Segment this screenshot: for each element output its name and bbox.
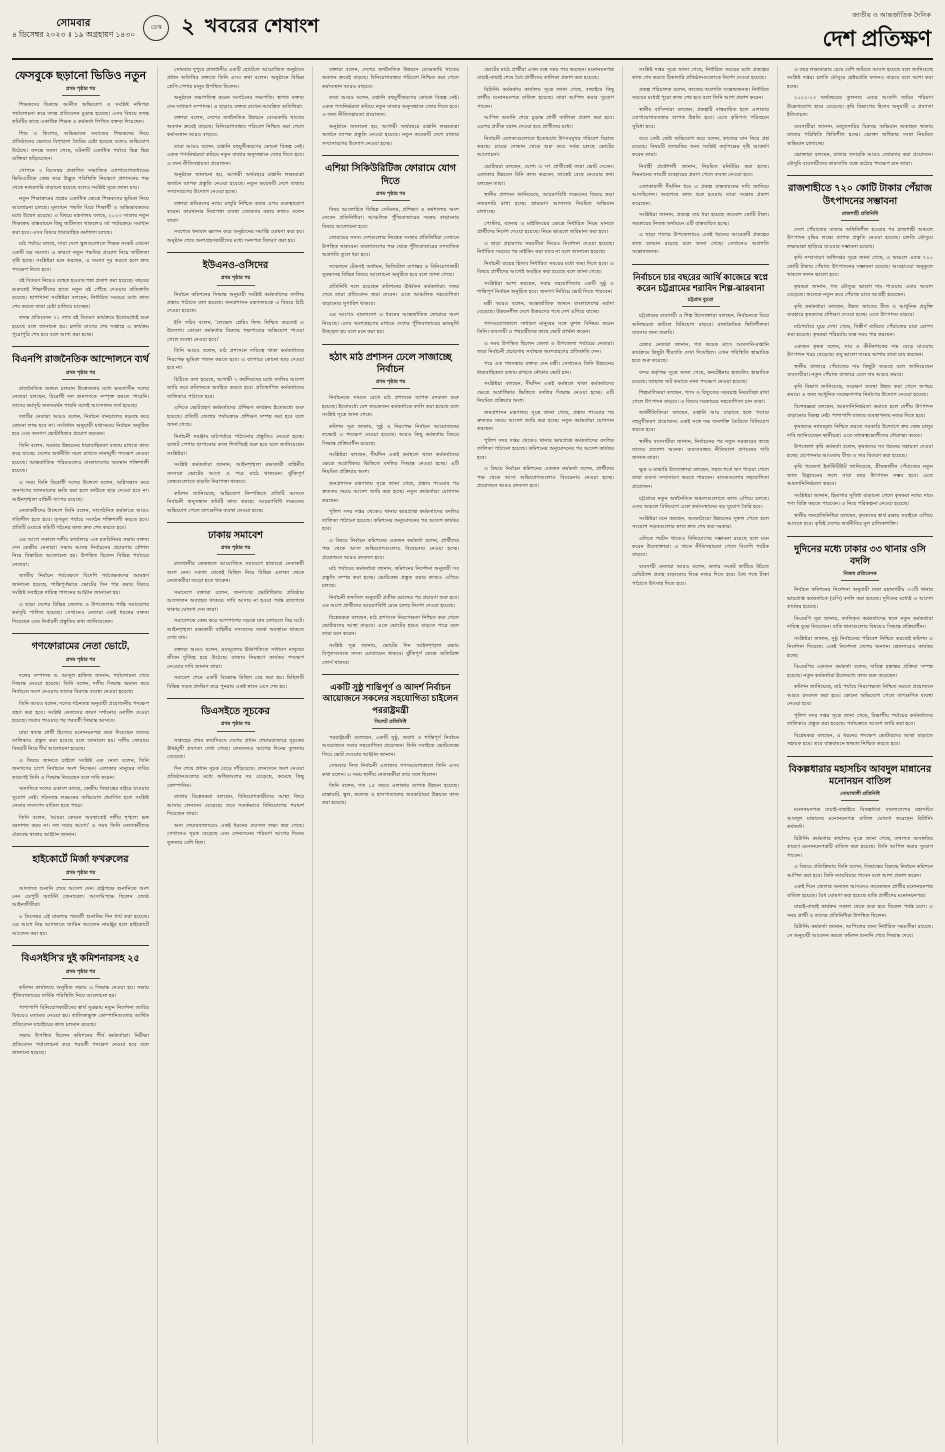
article-paragraph: কৃষি কর্মকর্তারা বলছেন, উন্নত জাতের বীজ ও আধুনিক প্রযুক্তি ব্যবহারে কৃষকদের প্রশিক্ষণ দেওয়া হচ্ছে। এতে উৎপাদন বাড়বে।	[787, 303, 933, 319]
article-paragraph: এ বিষয়ে প্রতিক্রিয়ায় তিনি বলেন, সিদ্ধান্তের বিরুদ্ধে নির্বাচন কমিশনে আপিল করা হবে। তিনি ন্যায়বিচার পাবেন বলে আশা প্রকাশ করেন।	[787, 864, 933, 879]
article-headline: বিকল্পধারার মহাসচিব আবদুল মান্নানের মনোনয়ন বাতিল	[788, 763, 932, 787]
article-paragraph: ডিএমপি সূত্র জানায়, বদলিকৃত কর্মকর্তাদের স্থলে নতুন কর্মকর্তারা দায়িত্ব বুঝে নিয়েছেন। বাকি থানাগুলোর বিষয়েও সিদ্ধান্ত প্রক্রিয়াধীন।	[787, 615, 933, 631]
article-paragraph: এর আগে সকালে দলীয় কার্যালয়ে এক মতবিনিময় সভায় বক্তব্য দেন কেন্দ্রীয় নেতারা। সভায় আসন্ন নির্বাচনের প্রচারণার কৌশল নিয়ে বিস্তারিত আলোচনা হয়। উপস্থিত ছিলেন বিভিন্ন পর্যায়ের নেতারা।	[12, 536, 149, 568]
article-paragraph: প্রতিনিধি দলে রয়েছেন কমিশনের ঊর্ধ্বতন কর্মকর্তারা। সফর শেষে তারা প্রতিবেদন জমা দেবেন। এতে আঞ্চলিক সহযোগিতা বাড়ানোর সুপারিশ থাকবে।	[322, 283, 459, 307]
article-nirbachon-char	[632, 264, 769, 589]
article-paragraph: নির্বাচনী এলাকাগুলোতে ইতোমধ্যে উৎসবমুখর পরিবেশ বিরাজ করছে। চায়ের দোকান থেকে শুরু করে সর্বত্র চলছে ভোটের আলোচনা।	[477, 135, 614, 159]
article-headline: গণফোরামের নেতা ভোটে,	[31, 641, 130, 653]
article-paragraph: অনুষ্ঠানে জানানো হয়, আগামী অর্থবছরে রপ্তানি লক্ষ্যমাত্রা অর্জনে ব্যাপক প্রস্তুতি নেওয়া হয়েছে। নতুন কয়েকটি দেশে বাজার সম্প্রসারণের উদ্যোগ নেওয়া হচ্ছে।	[322, 123, 459, 147]
article-paragraph: রিটার্নিং কর্মকর্তার কার্যালয় সূত্রে জানা গেছে, তথ্যগত অসঙ্গতির কারণে মনোনয়নপত্রটি বাতিল করা হয়েছে। তিনি আপিল করার সুযোগ পাবেন।	[787, 835, 933, 859]
brand-tagline: জাতীয় ও আন্তর্জাতিক দৈনিক	[852, 12, 931, 19]
article-paragraph: পুলিশ সদর দপ্তর সূত্রে জানা গেছে, বিভাগীয় পর্যায়ের কর্মকর্তাদের তালিকাও প্রস্তুত করা হয়েছে। পর্যায়ক্রমে আদেশ জারি করা হবে।	[787, 712, 933, 728]
masthead	[12, 10, 933, 60]
article-dui-dine-osi	[787, 536, 933, 749]
article-paragraph: এ ছাড়া পাশের উপজেলায়ও একই ধরনের আরেকটি প্রকল্পের কাজ চলমান রয়েছে বলে জানা গেছে। সেখানেও অগ্রগতি সন্তোষজনক।	[632, 232, 769, 256]
article-byline: প্রথম পৃষ্ঠার পর	[322, 378, 459, 391]
article-col6-top-continued	[787, 66, 933, 168]
article-paragraph: নির্বাচন কমিশনের সিদ্ধান্ত অনুযায়ী সংশ্লিষ্ট কর্মকর্তাদের বদলির প্রস্তাব পাঠাতে বলা হয়েছে। জনপ্রশাসন মন্ত্রণালয়কে এ বিষয়ে চিঠি দেওয়া হয়েছে।	[167, 291, 304, 315]
article-paragraph: সংশ্লিষ্টরা জানান, হিমাগার সুবিধা বাড়ানো গেলে কৃষকরা ন্যায্য দামে পণ্য বিক্রি করতে পারবেন। এ নিয়ে পরিকল্পনা নেওয়া হয়েছে।	[787, 492, 933, 508]
article-byline: রাজশাহী প্রতিনিধি	[787, 210, 933, 223]
article-headline: বিএনপি রাজনৈতিক আন্দোলনে ব্যর্থ	[12, 354, 149, 366]
article-paragraph: সোমবার দুপুরে রাজধানীর একটি হোটেলে আয়োজিত অনুষ্ঠানে প্রধান অতিথির বক্তব্যে তিনি এসব কথা বলেন। অনুষ্ঠানে বিভিন্ন শ্রেণি-পেশার মানুষ উপস্থিত ছিলেন।	[167, 67, 304, 90]
article-gono-forum	[12, 633, 149, 839]
article-paragraph: মাঠ পর্যায়ে বলছে, সারা দেশে স্কুলগুলোতে শিক্ষক সংকট এখনো একটি বড় সমস্যা। এ কারণে নতুন পদ্ধতির প্রয়োগ নিয়ে জটিলতা সৃষ্টি হচ্ছে। সংশ্লিষ্টরা মনে করছেন, এ সমস্যা দূর করতে হলে দ্রুত পদক্ষেপ নিতে হবে।	[12, 241, 149, 273]
article-paragraph: দেশে পেঁয়াজের বাজার অস্থিতিশীল হওয়ার পর রাজশাহী অঞ্চলে উৎপাদন বৃদ্ধির লক্ষ্যে ব্যাপক প্রস্তুতি নেওয়া হয়েছে। চলতি মৌসুমে লক্ষ্যমাত্রা ছাড়িয়ে যাওয়ার সম্ভাবনা রয়েছে।	[787, 226, 933, 250]
article-paragraph: ভোটের মাঠে প্রার্থীরা এখন ব্যস্ত সময় পার করছেন। মনোনয়নপত্র যাচাই-বাছাই শেষে বৈধ প্রার্থীদের তালিকা প্রকাশ করা হয়েছে।	[477, 67, 614, 82]
article-paragraph: চিঠিতে বলা হয়েছে, আগামী ৭ কর্মদিবসের মধ্যে বদলির আদেশ জারি করে কমিশনকে অবহিত করতে হবে। প্রতিস্থাপিত কর্মকর্তাদের তালিকাও পাঠাতে হবে।	[167, 376, 304, 400]
column-3	[322, 66, 468, 1444]
column-grid	[12, 66, 933, 1444]
article-dse-sucok	[167, 698, 304, 847]
article-asia-security	[322, 155, 459, 336]
article-math-proshashon	[322, 344, 459, 668]
article-paragraph: স্থানীয় জনপ্রতিনিধিরা বলছেন, কৃষকদের স্বার্থ রক্ষায় সবাইকে এগিয়ে আসতে হবে। কৃষিই দেশের অর্থনীতির মূল চালিকাশক্তি।	[787, 512, 933, 528]
article-suthu-shantipurno	[322, 674, 459, 807]
article-paragraph: রাজনৈতিক অঙ্গনে চলমান উত্তেজনার মধ্যে ক্ষমতাসীন দলের নেতারা বলছেন, বিরোধী দল জনগণকে সম্পৃক্ত করতে পারেনি। তাদের কর্মসূচি জনসমর্থন পায়নি বলেই আন্দোলন ব্যর্থ হয়েছে।	[12, 385, 149, 409]
article-headline: বিএসইসি'র দুই কমিশনারসহ ২৫	[21, 953, 140, 965]
article-paragraph: আদালত শুনানি শেষে আদেশ দেন। রাষ্ট্রপক্ষে শুনানিতে অংশ নেন ডেপুটি অ্যাটর্নি জেনারেল। আসামিপক্ষে ছিলেন জ্যেষ্ঠ আইনজীবীরা।	[12, 885, 149, 909]
article-paragraph: গোপনে ৩ ডিসেম্বর প্রকাশিত সামাজিক যোগাযোগমাধ্যমের ভিডিওটিকে কেন্দ্র করে উদ্ভূত পরিস্থিতি নিয়ন্ত্রণে প্রশাসনের পক্ষ থেকে নজরদারি বাড়ানো হয়েছে বলেও সংশ্লিষ্ট সূত্রে জানা যায়।	[12, 167, 149, 191]
article-paragraph: রিটার্নিং কর্মকর্তা জানান, আপিলের জন্য নির্ধারিত সময়সীমা রয়েছে। সে অনুযায়ী আবেদন করলে কমিশন শুনানি শেষে সিদ্ধান্ত দেবে।	[787, 924, 933, 939]
article-paragraph: এ বিষয়ে জানতে চাইলে সংশ্লিষ্ট এক নেতা বলেন, তিনি জনগণের চাপে নির্বাচনে অংশ নিচ্ছেন। এলাকার মানুষের দাবির কারণেই তিনি এ সিদ্ধান্ত নিয়েছেন বলে দাবি করেন।	[12, 758, 149, 781]
article-byline: প্রথম পৃষ্ঠার পর	[167, 720, 304, 733]
article-paragraph: সংশ্লিষ্ট সূত্র জানায়, ভোটের দিন আইনশৃঙ্খলা রক্ষায় বিপুলসংখ্যক সদস্য মোতায়েন থাকবে। ঝুঁকিপূর্ণ কেন্দ্রে অতিরিক্ত ফোর্স থাকবে।	[322, 643, 459, 666]
article-paragraph: অর্থনীতিবিদরা বলছেন, রপ্তানি আয় বাড়াতে হলে পণ্যের বহুমুখীকরণ প্রয়োজন। একই সঙ্গে দক্ষ জনশক্তি তৈরিতে বিনিয়োগ করতে হবে।	[632, 410, 769, 433]
article-paragraph: কৃষকরা জানান, গত মৌসুমে ভালো দাম পাওয়ায় এবার আবাদ বেড়েছে। অনেকে নতুন করে পেঁয়াজ চাষে আগ্রহী হয়েছেন।	[787, 283, 933, 299]
article-headline: হঠাৎ মাঠ প্রশাসন ঢেলে সাজাচ্ছে নির্বাচন	[329, 351, 452, 375]
article-paragraph: ২০২২-২৩ অর্থবছরের তুলনায় এবার আবাদি জমির পরিমাণ উল্লেখযোগ্য হারে বেড়েছে। কৃষি বিভাগের হিসাব অনুযায়ী এ প্রবণতা ইতিবাচক।	[787, 95, 933, 119]
article-paragraph: বই বিতরণ নিয়েও ব্যাহত হওয়ার শঙ্কা প্রকাশ করা হয়েছে। বছরের শুরুতেই শিক্ষার্থীদের হাতে নতুন বই পৌঁছে দেওয়ার প্রতিশ্রুতি রয়েছে। ছাপাখানা সংশ্লিষ্টরা বলছেন, নির্ধারিত সময়ের মধ্যে কাজ শেষ করতে তারা চেষ্টা চালিয়ে যাচ্ছেন।	[12, 278, 149, 310]
article-paragraph: সংশ্লিষ্টরা বলছেন, দীর্ঘদিন একই কর্মস্থলে থাকা কর্মকর্তাদের ক্ষেত্রে অগ্রাধিকার ভিত্তিতে বদলির সিদ্ধান্ত নেওয়া হচ্ছে। এটি নিয়মিত প্রক্রিয়ার অংশ।	[477, 381, 614, 404]
article-paragraph: ৪ ডিসেম্বর এই মামলার পরবর্তী শুনানির দিন ধার্য করা হয়েছে। এর আগে নিম্ন আদালতে জামিন আবেদন নামঞ্জুর হলে হাইকোর্টে আবেদন করা হয়।	[12, 914, 149, 937]
article-facebook-video	[12, 69, 149, 339]
article-paragraph: বক্তারা শ্রমিকদের ন্যায্য মজুরি নিশ্চিত করার ওপর গুরুত্বারোপ করেন। কারখানার নিরাপত্তা ব্যবস্থা জোরদার করার কথাও বলেন তারা।	[167, 200, 304, 224]
article-paragraph: পরে এক পথসভায় বক্তব্য দেন মন্ত্রী। সেখানেও তিনি উন্নয়নের ধারাবাহিকতা বজায় রাখতে নৌকায় ভোট চান।	[477, 361, 614, 376]
article-byline: প্রথম পৃষ্ঠার পর	[167, 544, 304, 557]
article-paragraph: উপজেলা কৃষি কর্মকর্তা বলেন, কৃষকদের সব ধরনের সহায়তা দেওয়া হচ্ছে। প্রণোদনার আওতায় বীজ ও সার বিতরণ করা হয়েছে।	[787, 444, 933, 459]
article-paragraph: এর আগেও বাংলাদেশ এ ধরনের আন্তর্জাতিক ফোরামে অংশ নিয়েছে। এসব অংশগ্রহণের মাধ্যমে দেশের পুঁজিবাজারের ভাবমূর্তি উজ্জ্বল হয় বলে মনে করা হয়।	[322, 312, 459, 336]
article-paragraph: ক্ষুদ্র ও মাঝারি উদ্যোক্তারা বলছেন, সহজ শর্তে ঋণ পাওয়া গেলে তারা ব্যবসা সম্প্রসারণ করতে পারবেন। ব্যাংকগুলোর সহযোগিতা প্রয়োজন।	[632, 467, 769, 490]
article-paragraph: সবশেষে ধন্যবাদ জ্ঞাপন করে অনুষ্ঠানের সমাপ্তি ঘোষণা করা হয়। অনুষ্ঠান শেষে অংশগ্রহণকারীদের মধ্যে সনদপত্র বিতরণ করা হয়।	[167, 229, 304, 244]
seal-icon: ডেস্ক	[143, 15, 169, 41]
article-headline: দুদিনের মধ্যে ঢাকার ৩৩ থানার ওসি বদলি	[794, 543, 926, 567]
article-headline: ডিএসইতে সূচকের	[201, 706, 270, 718]
article-paragraph: পুলিশ সদর দপ্তর থেকেও থানার ভারপ্রাপ্ত কর্মকর্তাদের বদলির তালিকা পাঠানো হয়েছে। কমিশনের অনুমোদনের পর আদেশ কার্যকর হবে।	[322, 509, 459, 533]
article-bikolpo-dhara	[787, 756, 933, 941]
article-paragraph: একই দিনে জেলার অন্যান্য আসনেও কয়েকজন প্রার্থীর মনোনয়নপত্র বাতিল হয়েছে। বৈধ ঘোষণা করা হয়েছে বাকি প্রার্থীদের মনোনয়নপত্র।	[787, 884, 933, 899]
article-paragraph: সংশ্লিষ্টরা জানান, প্রকল্পে ব্যয় ধরা হয়েছে কয়েকশ কোটি টাকা। সরকারের নিজস্ব অর্থায়নে এটি বাস্তবায়িত হচ্ছে।	[632, 212, 769, 227]
article-paragraph: অন্য শেয়ারবাজারেও একই ধরনের প্রবণতা লক্ষ্য করা গেছে। সেখানেও সূচক বেড়েছে এবং লেনদেনের পরিমাণ আগের দিনের তুলনায় বেশি ছিল।	[167, 822, 304, 846]
article-paragraph: অনুষ্ঠানে জানানো হয়, আগামী অর্থবছরে রপ্তানি লক্ষ্যমাত্রা অর্জনে ব্যাপক প্রস্তুতি নেওয়া হয়েছে। নতুন কয়েকটি দেশে বাজার সম্প্রসারণের উদ্যোগ নেওয়া হচ্ছে।	[167, 172, 304, 196]
article-paragraph: বক্তারা বলেন, দেশের অর্থনৈতিক উন্নয়নে বেসরকারি খাতের অবদান ক্রমেই বাড়ছে। বিনিয়োগবান্ধব পরিবেশ নিশ্চিত করা গেলে কর্মসংস্থান আরও বাড়বে।	[322, 67, 459, 90]
masthead-right	[822, 10, 933, 59]
article-paragraph: তিনি বলেন, 'আমরা কোনো অবস্থাতেই দলীয় শৃঙ্খলা ভঙ্গ বরদাশত করব না। দল সবার আগে।' এ সময় তিনি নেতাকর্মীদের ঐক্যবদ্ধ থাকার আহ্বান জানান।	[12, 814, 149, 838]
article-paragraph: বিশ্লেষকরা বলছেন, মাঠ প্রশাসনে নিরপেক্ষতা নিশ্চিত করা গেলে ভোটারদের আস্থা বাড়বে। এতে ভোটের হারও বাড়তে পারে বলে তারা মনে করেন।	[322, 614, 459, 638]
article-paragraph: কৃষকদের ন্যায্যমূল্য নিশ্চিত করতে সরকারি উদ্যোগে ক্রয় কেন্দ্র চালুর দাবি জানিয়েছেন স্থানীয়রা। এতে মধ্যস্বত্বভোগীদের দৌরাত্ম্য কমবে।	[787, 424, 933, 439]
article-paragraph: ভোক্তারা বলছেন, বাজার তদারকি আরও জোরদার করা প্রয়োজন। মৌসুমি ব্যবসায়ীদের কারসাজি বন্ধে কঠোর পদক্ষেপ চান তারা।	[787, 152, 933, 167]
article-paragraph: শিশু ও কিশোর, অভিভাবক সমাজের শিক্ষকদের নিয়ে প্রতিষ্ঠানের ভেতরে বিশৃঙ্খলা তৈরির চেষ্টা হয়েছে বলেও অভিযোগ উঠেছে। তদন্তে জানা গেছে, ঘটনাটি একাধিক পর্যায়ে ভিন্ন ভিন্ন ব্যক্তিরা ছড়িয়েছেন।	[12, 130, 149, 163]
article-paragraph: মাঠপর্যায়ে ঘুরে দেখা গেছে, বিস্তীর্ণ জমিতে পেঁয়াজের চারা রোপণ করা হয়েছে। কৃষকরা পরিচর্যায় ব্যস্ত সময় পার করছেন।	[787, 323, 933, 339]
article-headline: ঢাকায় সমাবেশ	[208, 530, 263, 542]
article-paragraph: সমাবেশকে কেন্দ্র করে আশপাশের সড়কে যান চলাচলে বিঘ্ন ঘটে। আইনশৃঙ্খলা রক্ষাকারী বাহিনীর সদস্যদের সতর্ক অবস্থানে থাকতে দেখা যায়।	[167, 618, 304, 642]
article-byline: প্রথম পৃষ্ঠার পর	[12, 85, 149, 98]
article-paragraph: এদিকে পর্যটন খাতেও বিনিয়োগের সম্ভাবনা রয়েছে বলে মনে করেন উদ্যোক্তারা। এ খাতে নীতিসহায়তা পেলে বিদেশি পর্যটক বাড়বে।	[632, 535, 769, 559]
article-paragraph: কৃষি বিভাগ জানিয়েছে, সংরক্ষণ ব্যবস্থা উন্নত করা গেলে অপচয় কমবে। এ জন্য আধুনিক সংরক্ষণাগার নির্মাণের উদ্যোগ নেওয়া হয়েছে।	[787, 384, 933, 399]
article-col3-top-continued	[322, 66, 459, 148]
article-paragraph: নেতাকর্মীদের উদ্দেশে তিনি বলেন, সাংগঠনিক কর্মকাণ্ডে আরও গতিশীল হতে হবে। তৃণমূল পর্যায়ে সংগঠন শক্তিশালী করতে হবে। প্রতিটি ওয়ার্ডে কমিটি গঠনের কাজ দ্রুত শেষ করতে হবে।	[12, 508, 149, 531]
article-paragraph: শিক্ষকদের বিরুদ্ধে আনীত অভিযোগ ও সংশ্লিষ্ট নথিপত্র পর্যালোচনা করে তদন্ত প্রতিবেদন চূড়ান্ত হয়েছে। এসব বিষয়ে তদন্ত কমিটির কাছে একাধিক শিক্ষক ও কর্মকর্তা লিখিত বক্তব্য দিয়েছেন।	[12, 102, 149, 126]
column-6	[787, 66, 933, 1444]
article-rajshahi-peyaj	[787, 175, 933, 528]
article-paragraph: তারা আরও বলেন, রপ্তানি বহুমুখীকরণের কোনো বিকল্প নেই। একক পণ্যনির্ভরতা কমিয়ে নতুন বাজার অনুসন্ধানে জোর দিতে হবে। এ জন্য নীতিসহায়তা প্রয়োজন।	[167, 143, 304, 167]
article-paragraph: দলের সম্পাদক ড. আব্দুল হাফিজ জানান, পর্যালোচনা শেষে সিদ্ধান্ত নেওয়া হয়েছে। তিনি বলেন, দলীয় সিদ্ধান্ত অমান্য করে নির্বাচনে অংশ নেওয়ায় তাদের বিরুদ্ধে ব্যবস্থা নেওয়া হয়েছে।	[12, 672, 149, 696]
article-byline: নিজস্ব প্রতিবেদক	[787, 570, 933, 583]
article-paragraph: নির্বাচনকে সামনে রেখে মাঠ প্রশাসনে ব্যাপক রদবদল শুরু হয়েছে। ইতোমধ্যে বেশ কয়েকজন কর্মকর্তাকে বদলি করা হয়েছে বলে সংশ্লিষ্ট সূত্রে জানা গেছে।	[322, 395, 459, 419]
article-paragraph: তিনি বলেন, সরকার উন্নয়নের ধারাবাহিকতা বজায় রাখতে কাজ করে যাচ্ছে। দেশের অর্থনীতি সচল রাখতে নানামুখী পদক্ষেপ নেওয়া হয়েছে। আন্তর্জাতিক পরিমণ্ডলেও বাংলাদেশের অবস্থান শক্তিশালী হয়েছে।	[12, 442, 149, 475]
article-paragraph: তিনি আরও বলেন, দলের গঠনতন্ত্র অনুযায়ী প্রয়োজনীয় পদক্ষেপ গ্রহণ করা হবে। সংশ্লিষ্ট নেতাদের কারণ দর্শানোর নোটিশ দেওয়া হয়েছে। জবাব পাওয়ার পর পরবর্তী সিদ্ধান্ত আসবে।	[12, 701, 149, 724]
article-paragraph: তদন্ত প্রতিবেদন ৭১ লাখ বই বিতরণ কার্যক্রমে ইতোমধ্যেই শুরু হয়েছে বলে জানানো হয়। চলতি মাসের শেষ সপ্তাহে এ কার্যক্রম পুরোপুরি শেষ হবে বলে আশা করা হচ্ছে।	[12, 315, 149, 339]
article-headline: ফেসবুকে ছড়ানো ভিডিও নতুন	[14, 70, 147, 82]
article-paragraph: সংশ্লিষ্টরা মনে করছেন, অবকাঠামো উন্নয়নের সুফল পেতে হলে সংযোগ সড়কগুলোর কাজ দ্রুত শেষ করা দরকার।	[632, 515, 769, 530]
article-paragraph: এ বিষয়ে নির্বাচন কমিশনের একজন কর্মকর্তা বলেন, প্রার্থীদের পক্ষ থেকে আসা অভিযোগগুলোও বিবেচনায় নেওয়া হচ্ছে। প্রয়োজনে আরও রদবদল হবে।	[477, 466, 614, 490]
brand-logo: দেশ প্রতিক্ষণ	[822, 26, 931, 51]
article-paragraph: মন্ত্রী আরও বলেন, আন্তর্জাতিক অঙ্গনে বাংলাদেশের মর্যাদা বেড়েছে। উন্নয়নশীল দেশে উত্তরণের পথে দেশ এগিয়ে যাচ্ছে।	[477, 301, 614, 316]
page-number: ২	[181, 15, 195, 38]
article-byline: প্রথম পৃষ্ঠার পর	[167, 274, 304, 287]
article-paragraph: স্থানীয় প্রশাসন জানিয়েছে, আচরণবিধি লঙ্ঘনের বিষয়ে কড়া নজরদারি রাখা হচ্ছে। ভ্রাম্যমাণ আদালত নিয়মিত অভিযান চালাচ্ছে।	[477, 192, 614, 216]
article-bsi-commissioner	[12, 945, 149, 1057]
article-paragraph: তিনি আরও বলেন, মাঠ প্রশাসনে দায়িত্বে থাকা কর্মকর্তাদের নিরপেক্ষ ভূমিকা পালন করতে হবে। এ ব্যাপারে কোনো ছাড় দেওয়া হবে না।	[167, 348, 304, 372]
article-paragraph: অনুষ্ঠানে সভাপতিত্ব করেন সংগঠনের সভাপতি। স্বাগত বক্তব্য দেন সাধারণ সম্পাদক। এ ছাড়াও বক্তব্য রাখেন আমন্ত্রিত অতিথিরা।	[167, 95, 304, 110]
article-paragraph: ফোরামের সদস্য দেশগুলোর নিয়ন্ত্রক সংস্থার প্রতিনিধিরা সেখানে উপস্থিত থাকবেন। বাংলাদেশের পক্ষ থেকে পুঁজিবাজারের সাম্প্রতিক অগ্রগতি তুলে ধরা হবে।	[322, 235, 459, 259]
article-paragraph: চট্টগ্রামে নতুন অর্থনৈতিক অঞ্চলগুলোতে কাজ এগিয়ে চলছে। এসব অঞ্চলে বিনিয়োগ এলে কর্মসংস্থানের বড় সুযোগ তৈরি হবে।	[632, 495, 769, 510]
article-paragraph: সোমবার নিজ নির্বাচনী এলাকায় গণসংযোগকালে তিনি এসব কথা বলেন। এ সময় স্থানীয় নেতাকর্মীরা তার সঙ্গে ছিলেন।	[322, 763, 459, 778]
article-paragraph: মনোনয়নপত্র যাচাই-বাছাইয়ে বিকল্পধারা বাংলাদেশের মহাসচিব আবদুল মান্নানের মনোনয়নপত্র বাতিল ঘোষণা করেছেন রিটার্নিং কর্মকর্তা।	[787, 807, 933, 831]
article-paragraph: একজন কৃষক বলেন, সার ও কীটনাশকের দাম বেড়ে যাওয়ায় উৎপাদন খরচ বেড়েছে। তবু ভালো দামের আশায় তারা চাষ করছেন।	[787, 343, 933, 359]
article-dhaka-somabesh	[167, 522, 304, 691]
article-paragraph: তবে কেউ কেউ অভিযোগ করে বলেন, কাজের মান নিয়ে প্রশ্ন রয়েছে। বিষয়টি তদারকির জন্য সংশ্লিষ্ট কর্তৃপক্ষের দৃষ্টি আকর্ষণ করেন তারা।	[632, 135, 769, 159]
article-byline: সিলেট প্রতিনিধি	[322, 718, 459, 731]
article-paragraph: ব্যবসায়ী নেতারা আরও বলেন, ডলার সংকট কাটিয়ে উঠতে রেমিট্যান্স প্রবাহ বাড়ানোর দিকে নজর দিতে হবে। বৈধ পথে টাকা পাঠাতে উৎসাহ দিতে হবে।	[632, 564, 769, 587]
article-paragraph: চেম্বার নেতারা জানান, গত কয়েক মাসে আমদানি-রপ্তানি কার্যক্রমে কিছুটা ধীরগতি দেখা দিয়েছিল। এখন পরিস্থিতি স্বাভাবিক হতে শুরু করেছে।	[632, 341, 769, 365]
article-paragraph: দলটির নেতারা আরও বলেন, নির্বাচন বানচালের ষড়যন্ত্র করে কোনো লাভ হবে না। সংবিধান অনুযায়ী যথাসময়ে নির্বাচন অনুষ্ঠিত হবে এবং জনগণ ভোটাধিকার প্রয়োগ করবেন।	[12, 414, 149, 438]
article-paragraph: এ ছাড়া দেশের বিভিন্ন জেলায় ও উপজেলায় শান্তি সমাবেশের কর্মসূচি পালিত হয়েছে। সেখানেও নেতারা একই ধরনের বক্তব্য দিয়েছেন এবং নির্বাচনী প্রস্তুতির কথা জানিয়েছেন।	[12, 601, 149, 625]
article-paragraph: এ সময় উপস্থিত ছিলেন জেলা ও উপজেলা পর্যায়ের নেতারা। তারা নির্বাচনী প্রচারণায় সর্বাত্মক অংশগ্রহণের প্রতিশ্রুতি দেন।	[477, 341, 614, 356]
article-byline: প্রথম পৃষ্ঠার পর	[12, 656, 149, 669]
article-byline: প্রথম পৃষ্ঠার পর	[322, 190, 459, 203]
article-paragraph: সংশ্লিষ্টরা আশা করছেন, সবার সহযোগিতায় একটি সুষ্ঠু ও শান্তিপূর্ণ নির্বাচন অনুষ্ঠিত হবে। জনগণ নির্বিঘ্নে ভোট দিতে পারবেন।	[477, 280, 614, 296]
article-paragraph: সংশ্লিষ্টরা বলছেন, দীর্ঘদিন একই কর্মস্থলে থাকা কর্মকর্তাদের ক্ষেত্রে অগ্রাধিকার ভিত্তিতে বদলির সিদ্ধান্ত নেওয়া হচ্ছে। এটি নিয়মিত প্রক্রিয়ার অংশ।	[322, 452, 459, 476]
article-byline: চট্টগ্রাম ব্যুরো	[632, 296, 769, 309]
article-paragraph: এ বছর লক্ষ্যমাত্রার চেয়ে বেশি জমিতে আবাদ হয়েছে বলে জানিয়েছে সংশ্লিষ্ট দপ্তর। চলতি মৌসুমে হেক্টরপ্রতি ফলনও বাড়বে বলে আশা করা হচ্ছে।	[787, 67, 933, 90]
article-headline: নির্বাচনে চার বছরের আর্থি কাজেরে স্বপ্নে করেন চট্টগ্রামের শরাবিদ শিল্প-ঝারবানা	[633, 271, 768, 293]
article-paragraph: চট্টগ্রামের ব্যবসায়ী ও শিল্প উদ্যোক্তারা বলছেন, নির্বাচনকে ঘিরে অনিশ্চয়তা কাটলে বিনিয়োগ বাড়বে। রাজনৈতিক স্থিতিশীলতা ব্যবসার জন্য জরুরি।	[632, 313, 769, 337]
article-paragraph: সংশ্লিষ্ট দপ্তর সূত্রে জানা গেছে, নির্ধারিত সময়ের মধ্যে প্রকল্পের কাজ শেষ করতে ঠিকাদারি প্রতিষ্ঠানগুলোকে নির্দেশ দেওয়া হয়েছে।	[632, 67, 769, 82]
masthead-left	[12, 10, 319, 45]
article-paragraph: কমিশন কার্যালয়ে অনুষ্ঠিত সভায় এ সিদ্ধান্ত নেওয়া হয়। সভায় পুঁজিবাজারের সার্বিক পরিস্থিতি নিয়ে আলোচনা হয়।	[12, 984, 149, 1000]
article-paragraph: স্থানীয় বাসিন্দারা বলছেন, প্রকল্পটি বাস্তবায়িত হলে এলাকার যোগাযোগব্যবস্থার ব্যাপক উন্নতি হবে। এতে কৃষিপণ্য পরিবহনে সুবিধা হবে।	[632, 107, 769, 130]
article-paragraph: আপিল শুনানি শেষে চূড়ান্ত প্রার্থী তালিকা প্রকাশ করা হবে। এরপর প্রতীক বরাদ্দ দেওয়া হবে প্রার্থীদের মধ্যে।	[477, 115, 614, 130]
article-paragraph: যারা স্বতন্ত্র প্রার্থী হিসেবে মনোনয়নপত্র জমা দিয়েছেন তাদের তালিকাও প্রস্তুত করা হয়েছে বলে জানানো হয়। দলীয় ফোরামে বিষয়টি নিয়ে দীর্ঘ আলোচনা হয়েছে।	[12, 729, 149, 753]
article-paragraph: সভায় উপস্থিত ছিলেন কমিশনের শীর্ষ কর্মকর্তারা। নিরীক্ষা প্রতিবেদন পর্যালোচনা করে পরবর্তী পদক্ষেপ নেওয়া হবে বলে জানানো হয়েছে।	[12, 1033, 149, 1057]
article-paragraph: কৃষি সম্প্রসারণ অধিদপ্তর সূত্রে জানা গেছে, এ অঞ্চলে এবার ৭২০ কোটি টাকার পেঁয়াজ উৎপাদনের সম্ভাবনা রয়েছে। আবহাওয়া অনুকূলে থাকলে ফলন ভালো হবে।	[787, 255, 933, 279]
article-paragraph: সমাবেশ শেষে একটি বিক্ষোভ মিছিল বের করা হয়। মিছিলটি বিভিন্ন সড়ক প্রদক্ষিণ করে পুনরায় একই স্থানে এসে শেষ হয়।	[167, 675, 304, 690]
article-byline: প্রথম পৃষ্ঠার পর	[12, 369, 149, 382]
article-paragraph: এলাকাবাসী দীর্ঘদিন ধরে এ প্রকল্প বাস্তবায়নের দাবি জানিয়ে আসছিলেন। অবশেষে কাজ শুরু হওয়ায় তারা সন্তোষ প্রকাশ করেছেন।	[632, 184, 769, 207]
masthead-day: সোমবার	[56, 17, 91, 29]
article-paragraph: রিটার্নিং কর্মকর্তার কার্যালয় সূত্রে জানা গেছে, বাছাইয়ে কিছু প্রার্থীর মনোনয়নপত্র বাতিল হয়েছে। তারা আপিল করার সুযোগ পাবেন।	[477, 87, 614, 110]
article-paragraph: গণসংযোগকালে সাধারণ মানুষের সঙ্গে কুশল বিনিময় করেন তিনি। ব্যবসায়ী ও পথচারীদের কাছে ভোট প্রার্থনা করেন।	[477, 321, 614, 336]
article-headline: হাইকোর্টে মির্জা ফখরুলের	[32, 854, 129, 866]
article-col5-top	[632, 66, 769, 257]
article-paragraph: এ সময় তিনি বিরোধী দলের উদ্দেশে বলেন, অগ্নিসন্ত্রাস করে জনগণের জানমালের ক্ষতি করা হলে কাউকে ছাড় দেওয়া হবে না। আইনশৃঙ্খলা বাহিনী তৎপর রয়েছে।	[12, 479, 149, 503]
article-headline: রাজশাহীতে ৭২০ কোটি টাকার পেঁয়াজ উৎপাদনের সম্ভাবনা	[788, 183, 932, 207]
article-headline: এশিয়া সিকিউরিটিজ ফোরামে যোগ দিতে	[325, 163, 456, 187]
article-paragraph: স্থানীয় ব্যবসায়ীরা জানান, নির্বাচনের পর নতুন সরকারের কাছে তাদের প্রত্যাশা অনেক। ব্যবসাবান্ধব নীতিমালা প্রণয়নের দাবি জানান তারা।	[632, 438, 769, 462]
article-bnp-andolon	[12, 346, 149, 626]
article-paragraph: নির্বাচনী তফসিল অনুযায়ী প্রতীক বরাদ্দের পর প্রচারণা শুরু হবে। এর আগে প্রার্থীদের আচরণবিধি মেনে চলার নির্দেশ দেওয়া হয়েছে।	[322, 594, 459, 609]
article-paragraph: নতুন শিক্ষাক্রমের প্রশ্নের একাধিক ক্ষেত্রে শিক্ষকদের ভূমিকা নিয়ে আলোচনা চলছে। মূল্যায়ন পদ্ধতি ঘিরে শিক্ষার্থী ও অভিভাবকদের মধ্যে উদ্বেগ রয়েছে। এ বিষয়ে মন্ত্রণালয় বলছে, ২০২৩ সালের নতুন শিক্ষাক্রম বাস্তবায়নে কিছু জটিলতা থাকলেও তা পর্যায়ক্রমে সমাধান করা হবে। এসব বিষয়ে ধারাবাহিক কর্মশালা চলছে।	[12, 196, 149, 236]
column-4	[477, 66, 623, 1444]
article-paragraph: বিশেষজ্ঞরা বলছেন, আমদানিনির্ভরতা কমাতে হলে দেশীয় উৎপাদন বাড়ানোর বিকল্প নেই। পাশাপাশি বাজার ব্যবস্থাপনায় নজর দিতে হবে।	[787, 404, 933, 419]
section-title: খবরের শেষাংশ	[204, 15, 320, 37]
article-paragraph: ইসি সচিব বলেন, 'লেভেল প্লেয়িং ফিল্ড নিশ্চিত করতেই এ উদ্যোগ। কোনো কর্মকর্তার বিরুদ্ধে পক্ষপাতের অভিযোগ পাওয়া গেলে ব্যবস্থা নেওয়া হবে।'	[167, 320, 304, 343]
article-headline: একটি সুষ্ঠু শান্তিপূর্ণ ও আদর্শ নির্বাচন আয়োজনে সকলের সহযোগিতা চাইলেন পররাষ্ট্রমন্ত্রী	[322, 682, 459, 715]
article-paragraph: যাচাই-বাছাই কার্যক্রম সকাল থেকে শুরু হয়ে বিকেল পর্যন্ত চলে। এ সময় প্রার্থী ও তাদের প্রতিনিধিরা উপস্থিত ছিলেন।	[787, 904, 933, 919]
article-uno-osi	[167, 252, 304, 515]
article-paragraph: বন্দর কর্তৃপক্ষ সূত্রে জানা গেছে, কনটেইনার হ্যান্ডলিং স্বাভাবিক রয়েছে। জাহাজ জট কমাতে নানা পদক্ষেপ নেওয়া হয়েছে।	[632, 370, 769, 385]
article-paragraph: কমিশন জানিয়েছে, মাঠ পর্যায়ে নিরপেক্ষতা নিশ্চিত করতে প্রয়োজনে আরও রদবদল করা হবে। কোনো অভিযোগ পেলে তাৎক্ষণিক ব্যবস্থা নেওয়া হবে।	[787, 684, 933, 708]
column-1	[12, 66, 158, 1444]
article-paragraph: জনপ্রশাসন মন্ত্রণালয় সূত্রে জানা গেছে, প্রস্তাব পাওয়ার পর দ্রুততম সময়ে আদেশ জারি করা হচ্ছে। নতুন কর্মকর্তারা যোগদান করছেন।	[322, 480, 459, 504]
article-paragraph: বাজার বিশ্লেষকরা বলছেন, বিনিয়োগকারীদের আস্থা ফিরে আসায় লেনদেন বেড়েছে। তবে সতর্কভাবে বিনিয়োগের পরামর্শ দিয়েছেন তারা।	[167, 794, 304, 818]
article-highcourt-mirza	[12, 846, 149, 938]
article-paragraph: ভোটাররা বলছেন, যোগ্য ও সৎ প্রার্থীকেই তারা ভোট দেবেন। এলাকার উন্নয়নে যিনি কাজ করবেন, তাকেই বেছে নেওয়ার কথা বলছেন তারা।	[477, 163, 614, 187]
article-paragraph: পররাষ্ট্রমন্ত্রী বলেছেন, একটি সুষ্ঠু, অবাধ ও শান্তিপূর্ণ নির্বাচন আয়োজনে সবার সহযোগিতা প্রয়োজন। তিনি সবাইকে ভোটকেন্দ্রে গিয়ে ভোট দেওয়ার আহ্বান জানান।	[322, 734, 459, 758]
article-paragraph: নির্বাচন কমিশনের নির্দেশনা অনুযায়ী ঢাকা মহানগরীর ৩৩টি থানার ভারপ্রাপ্ত কর্মকর্তাকে (ওসি) বদলি করা হয়েছে। দুদিনের মধ্যেই এ আদেশ কার্যকর হয়েছে।	[787, 587, 933, 611]
masthead-date: ৪ ডিসেম্বর ২০২৩ ॥ ১৯ অগ্রহায়ণ ১৪৩০	[12, 30, 136, 40]
article-paragraph: এ বিষয়ে নির্বাচন কমিশনের একজন কর্মকর্তা বলেন, প্রার্থীদের পক্ষ থেকে আসা অভিযোগগুলোও বিবেচনায় নেওয়া হচ্ছে। প্রয়োজনে আরও রদবদল হবে।	[322, 537, 459, 561]
article-paragraph: কৃষি গবেষণা ইনস্টিটিউট জানিয়েছে, গ্রীষ্মকালীন পেঁয়াজের নতুন জাত উদ্ভাবনের ফলে সারা বছর উৎপাদন সম্ভব হবে। এতে আমদানিনির্ভরতা কমবে।	[787, 464, 933, 488]
article-paragraph: সম্মেলনে টেকসই অর্থায়ন, ডিজিটাল রূপান্তর ও বিনিয়োগকারী সুরক্ষাসহ বিভিন্ন বিষয়ে আলোচনা অনুষ্ঠিত হবে বলে জানা গেছে।	[322, 263, 459, 279]
article-paragraph: প্রকল্প পরিচালক বলেন, কাজের অগ্রগতি সন্তোষজনক। নির্ধারিত সময়ের মধ্যেই পুরো কাজ শেষ হবে বলে তিনি আশা প্রকাশ করেন।	[632, 87, 769, 102]
article-paragraph: পাশাপাশি বিনিয়োগকারীদের স্বার্থ সুরক্ষায় নতুন নির্দেশনা জারির বিষয়েও মতামত নেওয়া হয়। তালিকাভুক্ত কোম্পানিগুলোর আর্থিক প্রতিবেদন যাচাইয়ের কাজ চলমান রয়েছে।	[12, 1004, 149, 1028]
article-paragraph: ডিএমপির একজন কর্মকর্তা বলেন, দায়িত্ব হস্তান্তর প্রক্রিয়া সম্পন্ন হয়েছে। নতুন কর্মকর্তারা ইতোমধ্যে কাজ শুরু করেছেন।	[787, 664, 933, 679]
article-col2-top-continued	[167, 66, 304, 245]
article-paragraph: নির্বাহী প্রকৌশলী জানান, নিয়মিত মনিটরিং করা হচ্ছে। নিম্নমানের সামগ্রী ব্যবহারের প্রমাণ পেলে ব্যবস্থা নেওয়া হবে।	[632, 163, 769, 179]
article-paragraph: শিল্পমালিকরা বলছেন, গ্যাস ও বিদ্যুতের সরবরাহ নিরবচ্ছিন্ন রাখা গেলে উৎপাদন বাড়বে। এ বিষয়ে সরকারের সহযোগিতা চান তারা।	[632, 390, 769, 405]
article-paragraph: পোস্টার, ব্যানার ও মাইকিংয়ের ক্ষেত্রে নির্ধারিত নিয়ম মানতে প্রার্থীদের নির্দেশ দেওয়া হয়েছে। নিয়ম ভাঙলে জরিমানা করা হবে।	[477, 220, 614, 236]
article-headline: ইউএনও-ওসিদের	[202, 260, 269, 272]
article-paragraph: সংশ্লিষ্ট কর্মকর্তারা জানান, আইনশৃঙ্খলা রক্ষাকারী বাহিনীর সদস্যরা ভোটের আগে ও পরে মাঠে থাকবেন। ঝুঁকিপূর্ণ কেন্দ্রগুলোতে বাড়তি নিরাপত্তা থাকবে।	[167, 462, 304, 486]
article-paragraph: বক্তারা আরও বলেন, দ্রব্যমূল্যের ঊর্ধ্বগতিতে সাধারণ মানুষের জীবন দুর্বিষহ হয়ে উঠেছে। বাজার নিয়ন্ত্রণে কার্যকর পদক্ষেপ নেওয়ার দাবি জানান তারা।	[167, 646, 304, 670]
article-paragraph: মাঠ পর্যায়ের কর্মকর্তারা জানান, কমিশনের নির্দেশনা অনুযায়ী সব প্রস্তুতি সম্পন্ন করা হচ্ছে। ভোটকেন্দ্র প্রস্তুত করার কাজও এগিয়ে চলছে।	[322, 566, 459, 589]
article-paragraph: তিনি বলেন, গত ১৫ বছরে এলাকার ব্যাপক উন্নয়ন হয়েছে। রাস্তাঘাট, স্কুল, কলেজ ও হাসপাতালের অবকাঠামো উন্নয়নে কাজ করা হয়েছে।	[322, 783, 459, 807]
article-paragraph: দিন শেষে প্রধান সূচক বেড়ে দাঁড়িয়েছে। লেনদেনে অংশ নেওয়া প্রতিষ্ঠানগুলোর মধ্যে অধিকাংশের দর বেড়েছে, কমেছে কিছু কোম্পানির।	[167, 766, 304, 789]
article-paragraph: বিশ্লেষকরা বলছেন, এ ধরনের পদক্ষেপ ভোটারদের আস্থা বাড়াতে সহায়ক হবে। তবে বাস্তবায়নে স্বচ্ছতা নিশ্চিত করতে হবে।	[787, 732, 933, 748]
article-paragraph: কমিশন সূত্র জানায়, সুষ্ঠু ও নিরপেক্ষ নির্বাচন আয়োজনের লক্ষ্যেই এ পদক্ষেপ নেওয়া হয়েছে। আরও কিছু কর্মকর্তার বিষয়ে সিদ্ধান্ত প্রক্রিয়াধীন রয়েছে।	[322, 423, 459, 447]
article-paragraph: রাজধানীর কেন্দ্রস্থলে আয়োজিত সমাবেশে হাজারো নেতাকর্মী অংশ নেন। সকাল থেকেই মিছিল নিয়ে বিভিন্ন এলাকা থেকে নেতাকর্মীরা জড়ো হতে থাকেন।	[167, 561, 304, 585]
article-paragraph: বিষয় আলোচিত বিভিন্ন সেমিনার, প্রশিক্ষণ ও কর্মশালায় অংশ নেবেন প্রতিনিধিরা। আঞ্চলিক পুঁজিবাজারের সমন্বয় বাড়ানোর বিষয়ে আলোচনা হবে।	[322, 206, 459, 230]
article-paragraph: অন্যদিকে দলের একাংশ বলছে, কেন্দ্রীয় সিদ্ধান্তের বাইরে যাওয়ার সুযোগ নেই। গঠনতন্ত্র লঙ্ঘনের অভিযোগ প্রমাণিত হলে সংশ্লিষ্ট নেতার সদস্যপদ বাতিল হতে পারে।	[12, 786, 149, 810]
column-5	[632, 66, 778, 1444]
article-paragraph: পুলিশ সদর দপ্তর থেকেও থানার ভারপ্রাপ্ত কর্মকর্তাদের বদলির তালিকা পাঠানো হয়েছে। কমিশনের অনুমোদনের পর আদেশ কার্যকর হবে।	[477, 438, 614, 461]
masthead-dateblock	[12, 15, 135, 41]
article-byline: প্রথম পৃষ্ঠার পর	[12, 968, 149, 981]
article-paragraph: এদিকে ভোটগ্রহণ কর্মকর্তাদের প্রশিক্ষণ কার্যক্রম ইতোমধ্যে শুরু হয়েছে। প্রতিটি জেলায় পর্যায়ক্রমে প্রশিক্ষণ সম্পন্ন করা হবে বলে জানা গেছে।	[167, 405, 304, 429]
article-paragraph: সমাবেশে বক্তারা বলেন, জনগণের ভোটাধিকার প্রতিষ্ঠায় আন্দোলন অব্যাহত থাকবে। দাবি আদায় না হওয়া পর্যন্ত রাজপথে থাকার ঘোষণা দেন তারা।	[167, 589, 304, 613]
column-2	[167, 66, 313, 1444]
article-paragraph: জাতীয় নির্বাচন পর্যবেক্ষণে বিদেশি পর্যবেক্ষকদের আমন্ত্রণ জানানো হয়েছে, শান্তিপূর্ণভাবে ভোটের দিন পার করার বিষয়ে সংশ্লিষ্ট সবাইকে দায়িত্ব পালনের আহ্বান জানানো হয়।	[12, 573, 149, 597]
article-byline: প্রথম পৃষ্ঠার পর	[12, 869, 149, 882]
article-paragraph: জনপ্রশাসন মন্ত্রণালয় সূত্রে জানা গেছে, প্রস্তাব পাওয়ার পর দ্রুততম সময়ে আদেশ জারি করা হচ্ছে। নতুন কর্মকর্তারা যোগদান করছেন।	[477, 409, 614, 433]
article-paragraph: নির্বাচনী ব্যয়ের হিসাব নির্ধারিত সময়ের মধ্যে জমা দিতে হবে। এ বিষয়ে প্রার্থীদের আগেই অবহিত করা হয়েছে বলে জানা গেছে।	[477, 260, 614, 276]
article-byline: নোয়াখালী প্রতিনিধি	[787, 790, 933, 803]
article-paragraph: এ ছাড়া প্রচারণার সময়সীমা নিয়েও নির্দেশনা দেওয়া হয়েছে। নির্ধারিত সময়ের পর মাইকিং করা যাবে না বলে জানানো হয়েছে।	[477, 240, 614, 256]
article-paragraph: সংশ্লিষ্টরা জানান, সুষ্ঠু নির্বাচনের পরিবেশ নিশ্চিত করতেই কমিশন এ নির্দেশনা দিয়েছে। একই নির্দেশনা দেশের অন্যান্য মহানগরেও কার্যকর হচ্ছে।	[787, 635, 933, 659]
article-paragraph: কমিশন জানিয়েছে, অভিযোগ নিষ্পত্তিতে প্রতিটি আসনে নির্বাচনী অনুসন্ধান কমিটি কাজ করছে। আচরণবিধি লঙ্ঘনের অভিযোগ পেলে তাৎক্ষণিক ব্যবস্থা নেওয়া হচ্ছে।	[167, 490, 304, 514]
article-paragraph: নির্বাচনী সরঞ্জাম মাঠপর্যায়ে পাঠানোর প্রস্তুতিও নেওয়া হচ্ছে। ব্যালট পেপার ছাপানোর কাজ শিগগিরই শুরু হবে বলে জানিয়েছেন সংশ্লিষ্টরা।	[167, 433, 304, 457]
article-paragraph: সপ্তাহের প্রথম কার্যদিবসে দেশের প্রধান শেয়ারবাজারে সূচকের ঊর্ধ্বমুখী প্রবণতা দেখা গেছে। লেনদেনও আগের দিনের তুলনায় বেড়েছে।	[167, 737, 304, 761]
article-paragraph: তারা আরও বলেন, রপ্তানি বহুমুখীকরণের কোনো বিকল্প নেই। একক পণ্যনির্ভরতা কমিয়ে নতুন বাজার অনুসন্ধানে জোর দিতে হবে। এ জন্য নীতিসহায়তা প্রয়োজন।	[322, 95, 459, 119]
article-paragraph: স্থানীয় বাজারে পেঁয়াজের দাম কিছুটা কমেছে বলে জানিয়েছেন ব্যবসায়ীরা। নতুন পেঁয়াজ বাজারে এলে দাম আরও কমবে।	[787, 364, 933, 379]
article-col4-continued	[477, 66, 614, 491]
article-paragraph: ব্যবসায়ীরা জানান, মজুতদারির বিরুদ্ধে অভিযান অব্যাহত থাকায় বাজার পরিস্থিতি স্থিতিশীল হচ্ছে। ভোক্তা অধিকার সংস্থা নিয়মিত অভিযান চালাচ্ছে।	[787, 123, 933, 147]
article-paragraph: বক্তারা বলেন, দেশের অর্থনৈতিক উন্নয়নে বেসরকারি খাতের অবদান ক্রমেই বাড়ছে। বিনিয়োগবান্ধব পরিবেশ নিশ্চিত করা গেলে কর্মসংস্থান আরও বাড়বে।	[167, 115, 304, 139]
